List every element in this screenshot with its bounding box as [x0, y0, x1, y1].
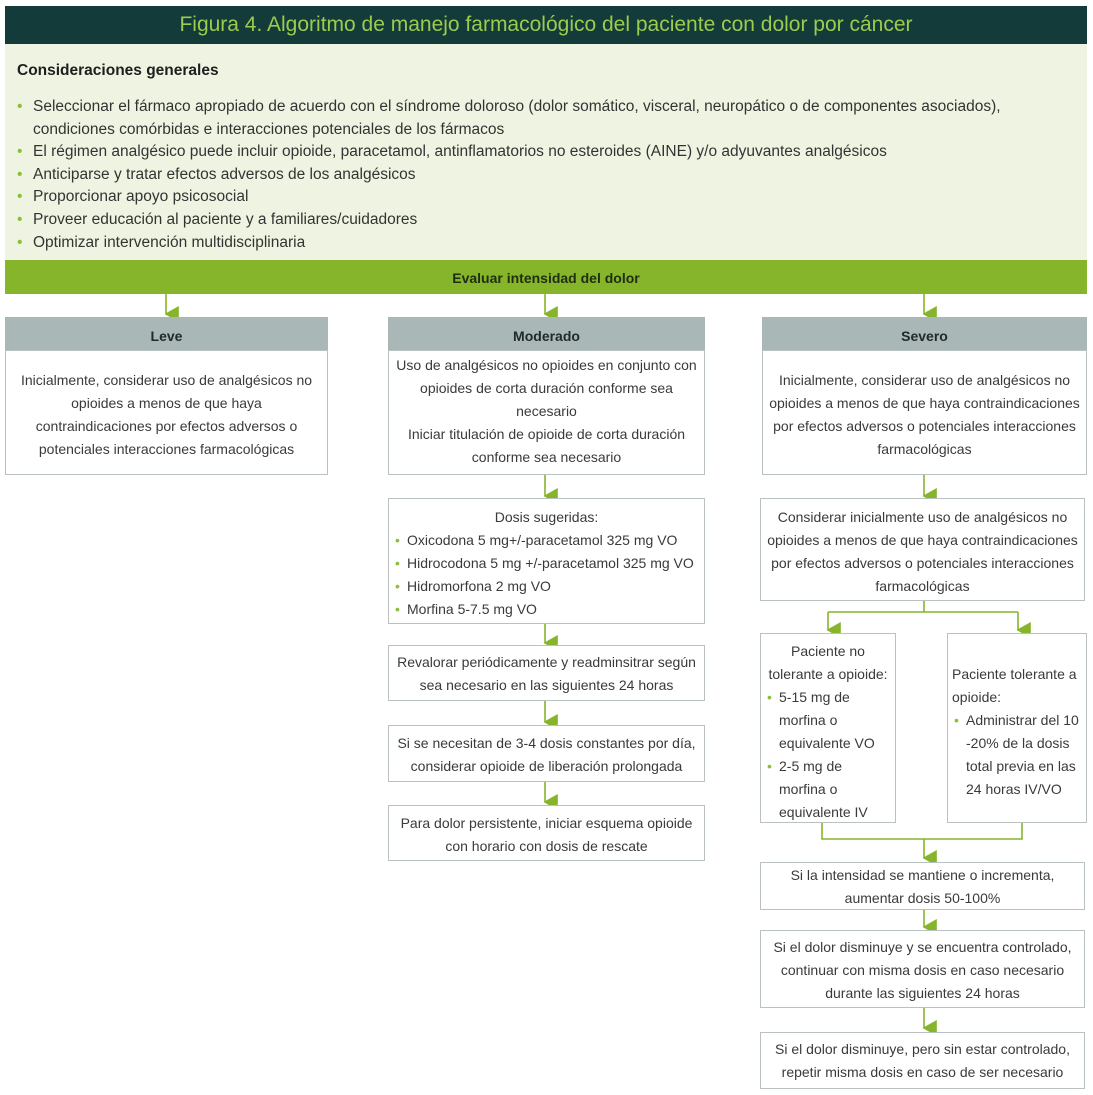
list-item: • 5-15 mg de morfina o equivalente VO [765, 686, 891, 755]
increase-text: Si la intensidad se mantiene o incrementa, aumentar dosis 50-100% [790, 867, 1055, 906]
moderado-doses-needed-box [388, 725, 705, 782]
list-item: • Administrar del 10 -20% de la dosis total previa en las 24 horas IV/VO [952, 709, 1082, 801]
severo-text: Inicialmente, considerar uso de analgésicos no opioides a menos de que haya contraindicaciones por efectos adversos o potenciales interacciones farmacológicas [769, 372, 1080, 457]
severo-header: Severo [762, 317, 1087, 350]
list-item: • Proporcionar apoyo psicosocial [17, 186, 1075, 209]
list-item: • El régimen analgésico puede incluir opioide, paracetamol, antinflamatorios no esteroides (AINE) y/o adyuvantes analgésicos [17, 141, 1075, 164]
moderado-doses-box [388, 498, 705, 624]
tolerant-box [947, 633, 1087, 823]
list-item: • Proveer educación al paciente y a familiares/cuidadores [17, 209, 1075, 232]
evaluate-pain-bar: Evaluar intensidad del dolor [5, 260, 1087, 294]
tolerant-title: Paciente tolerante a opioide: [952, 666, 1077, 705]
list-item: • Hidrocodona 5 mg +/-paracetamol 325 mg VO [393, 552, 700, 575]
split-connector [828, 601, 1018, 612]
not-controlled-box [760, 1032, 1085, 1089]
list-item: • Morfina 5-7.5 mg VO [393, 598, 700, 621]
list-item: • Oxicodona 5 mg+/-paracetamol 325 mg VO [393, 529, 700, 552]
increase-box [760, 862, 1085, 910]
reassess-text: Revalorar periódicamente y readminsitrar según sea necesario en las siguientes 24 horas [397, 654, 696, 693]
list-item: • 2-5 mg de morfina o equivalente IV [765, 755, 891, 824]
non-tolerant-title: Paciente no tolerante a opioide: [768, 643, 888, 682]
consider-text: Considerar inicialmente uso de analgésicos no opioides a menos de que haya contraindicaciones por efectos adversos o potenciales interacciones farmacológicas [767, 509, 1078, 594]
general-considerations-heading: Consideraciones generales [17, 62, 219, 79]
doses-needed-text: Si se necesitan de 3-4 dosis constantes por día, considerar opioide de liberación prolongada [397, 735, 696, 774]
doses-list [393, 529, 700, 621]
moderado-box [388, 350, 705, 475]
doses-title: Dosis sugeridas: [494, 509, 599, 525]
moderado-persistent-box [388, 805, 705, 861]
figure-title: Figura 4. Algoritmo de manejo farmacológico del paciente con dolor por cáncer [5, 6, 1087, 44]
leve-box [5, 350, 328, 475]
moderado-header: Moderado [388, 317, 705, 350]
leve-text: Inicialmente, considerar uso de analgésicos no opioides a menos de que haya contraindicaciones por efectos adversos o potenciales interacciones farmacológicas [20, 372, 313, 457]
list-item: • Anticiparse y tratar efectos adversos de los analgésicos [17, 164, 1075, 187]
leve-header: Leve [5, 317, 328, 350]
severo-consider-box [760, 498, 1085, 601]
list-item: • Optimizar intervención multidisciplinaria [17, 232, 1075, 255]
not-controlled-text: Si el dolor disminuye, pero sin estar controlado, repetir misma dosis en caso de ser necesario [775, 1041, 1070, 1080]
merge-connector [822, 822, 1022, 839]
controlled-box [760, 930, 1085, 1008]
moderado-text-2: Iniciar titulación de opioide de corta duración conforme sea necesario [407, 426, 686, 465]
non-tolerant-box [760, 633, 896, 823]
moderado-text-1: Uso de analgésicos no opioides en conjunto con opioides de corta duración conforme sea necesario [396, 357, 697, 419]
list-item: • Hidromorfona 2 mg VO [393, 575, 700, 598]
severo-box [762, 350, 1087, 475]
controlled-text: Si el dolor disminuye y se encuentra controlado, continuar con misma dosis en caso necesario durante las siguientes 24 horas [773, 939, 1072, 1001]
persistent-text: Para dolor persistente, iniciar esquema opioide con horario con dosis de rescate [400, 815, 693, 854]
list-item: • Seleccionar el fármaco apropiado de acuerdo con el síndrome doloroso (dolor somático, visceral, neuropático o de componentes asociados), condiciones comórbidas e interacciones potenciales de los fármacos [17, 96, 1075, 141]
tolerant-list [952, 709, 1082, 801]
moderado-reassess-box [388, 645, 705, 701]
non-tolerant-list [765, 686, 891, 824]
